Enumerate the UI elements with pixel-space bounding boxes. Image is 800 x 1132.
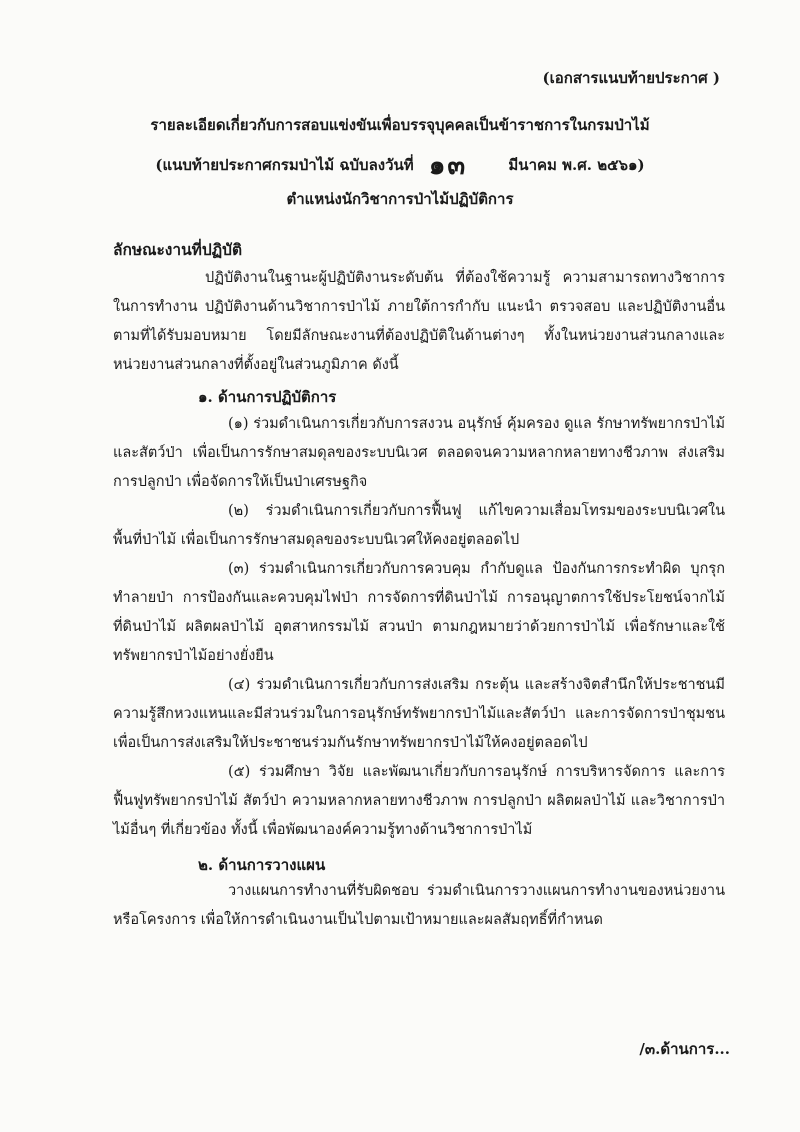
part2-heading: ๒. ด้านการวางแผน xyxy=(198,856,326,874)
document-subtitle xyxy=(0,145,800,186)
part1-heading: ๑. ด้านการปฏิบัติการ xyxy=(198,388,337,406)
position-title: ตำแหน่งนักวิชาการป่าไม้ปฏิบัติการ xyxy=(286,190,514,208)
intro-paragraph: ปฏิบัติงานในฐานะผู้ปฏิบัติงานระดับต้น ที่ต้องใช้ความรู้ ความสามารถทางวิชาการในการทำงาน ปฏิบัติงานด้านวิชาการป่าไม้ ภายใต้การกำกับ แนะนำ ตรวจสอบ และปฏิบัติงานอื่นตามที่ได้รับมอบหมาย โดยมีลักษณะงานที่ต้องปฏิบัติในด้านต่างๆ ทั้งในหน่วยงานส่วนกลางและหน่วยงานส่วนกลางที่ตั้งอยู่ในส่วนภูมิภาค ดังนี้ xyxy=(113,270,725,373)
subtitle-prefix: (แนบท้ายประกาศกรมป่าไม้ ฉบับลงวันที่ xyxy=(155,156,414,174)
part1-item-4: (๔) ร่วมดำเนินการเกี่ยวกับการส่งเสริม กระตุ้น และสร้างจิตสำนึกให้ประชาชนมีความรู้สึกหวงแหนและมีส่วนร่วมในการอนุรักษ์ทรัพยากรป่าไม้และสัตว์ป่า และการจัดการป่าชุมชนเพื่อเป็นการส่งเสริมให้ประชาชนร่วมกันรักษาทรัพยากรป่าไม้ให้คงอยู่ตลอดไป xyxy=(113,677,725,751)
annex-label: (เอกสารแนบท้ายประกาศ ) xyxy=(542,69,720,87)
part2-paragraph: วางแผนการทำงานที่รับผิดชอบ ร่วมดำเนินการวางแผนการทำงานของหน่วยงานหรือโครงการ เพื่อให้การดำเนินงานเป็นไปตามเป้าหมายและผลสัมฤทธิ์ที่กำหนด xyxy=(113,883,725,928)
part1-item-3: (๓) ร่วมดำเนินการเกี่ยวกับการควบคุม กำกับดูแล ป้องกันการกระทำผิด บุกรุกทำลายป่า การป้องกันและควบคุมไฟป่า การจัดการที่ดินป่าไม้ การอนุญาตการใช้ประโยชน์จากไม้ที่ดินป่าไม้ ผลิตผลป่าไม้ อุตสาหกรรมไม้ สวนป่า ตามกฎหมายว่าด้วยการป่าไม้ เพื่อรักษาและใช้ทรัพยากรป่าไม้อย่างยั่งยืน xyxy=(113,561,725,664)
document-title: รายละเอียดเกี่ยวกับการสอบแข่งขันเพื่อบรรจุบุคคลเป็นข้าราชการในกรมป่าไม้ xyxy=(150,116,650,134)
handwritten-day: ๑๓ xyxy=(428,151,468,181)
part1-item-5: (๕) ร่วมศึกษา วิจัย และพัฒนาเกี่ยวกับการอนุรักษ์ การบริหารจัดการ และการฟื้นฟูทรัพยากรป่าไม้ สัตว์ป่า ความหลากหลายทางชีวภาพ การปลูกป่า ผลิตผลป่าไม้ และวิชาการป่าไม้อื่นๆ ที่เกี่ยวข้อง ทั้งนี้ เพื่อพัฒนาองค์ความรู้ทางด้านวิชาการป่าไม้ xyxy=(113,764,725,838)
subtitle-suffix: มีนาคม พ.ศ. ๒๕๖๑) xyxy=(508,156,645,174)
part1-item-1: (๑) ร่วมดำเนินการเกี่ยวกับการสงวน อนุรักษ์ คุ้มครอง ดูแล รักษาทรัพยากรป่าไม้และสัตว์ป่า เพื่อเป็นการรักษาสมดุลของระบบนิเวศ ตลอดจนความหลากหลายทางชีวภาพ ส่งเสริมการปลูกป่า เพื่อจัดการให้เป็นป่าเศรษฐกิจ xyxy=(113,416,725,490)
section-title: ลักษณะงานที่ปฏิบัติ xyxy=(113,240,243,259)
part1-item-2: (๒) ร่วมดำเนินการเกี่ยวกับการฟื้นฟู แก้ไขความเสื่อมโทรมของระบบนิเวศในพื้นที่ป่าไม้ เพื่อเป็นการรักษาสมดุลของระบบนิเวศให้คงอยู่ตลอดไป xyxy=(113,503,725,548)
continuation-marker: /๓.ด้านการ... xyxy=(639,1040,730,1058)
